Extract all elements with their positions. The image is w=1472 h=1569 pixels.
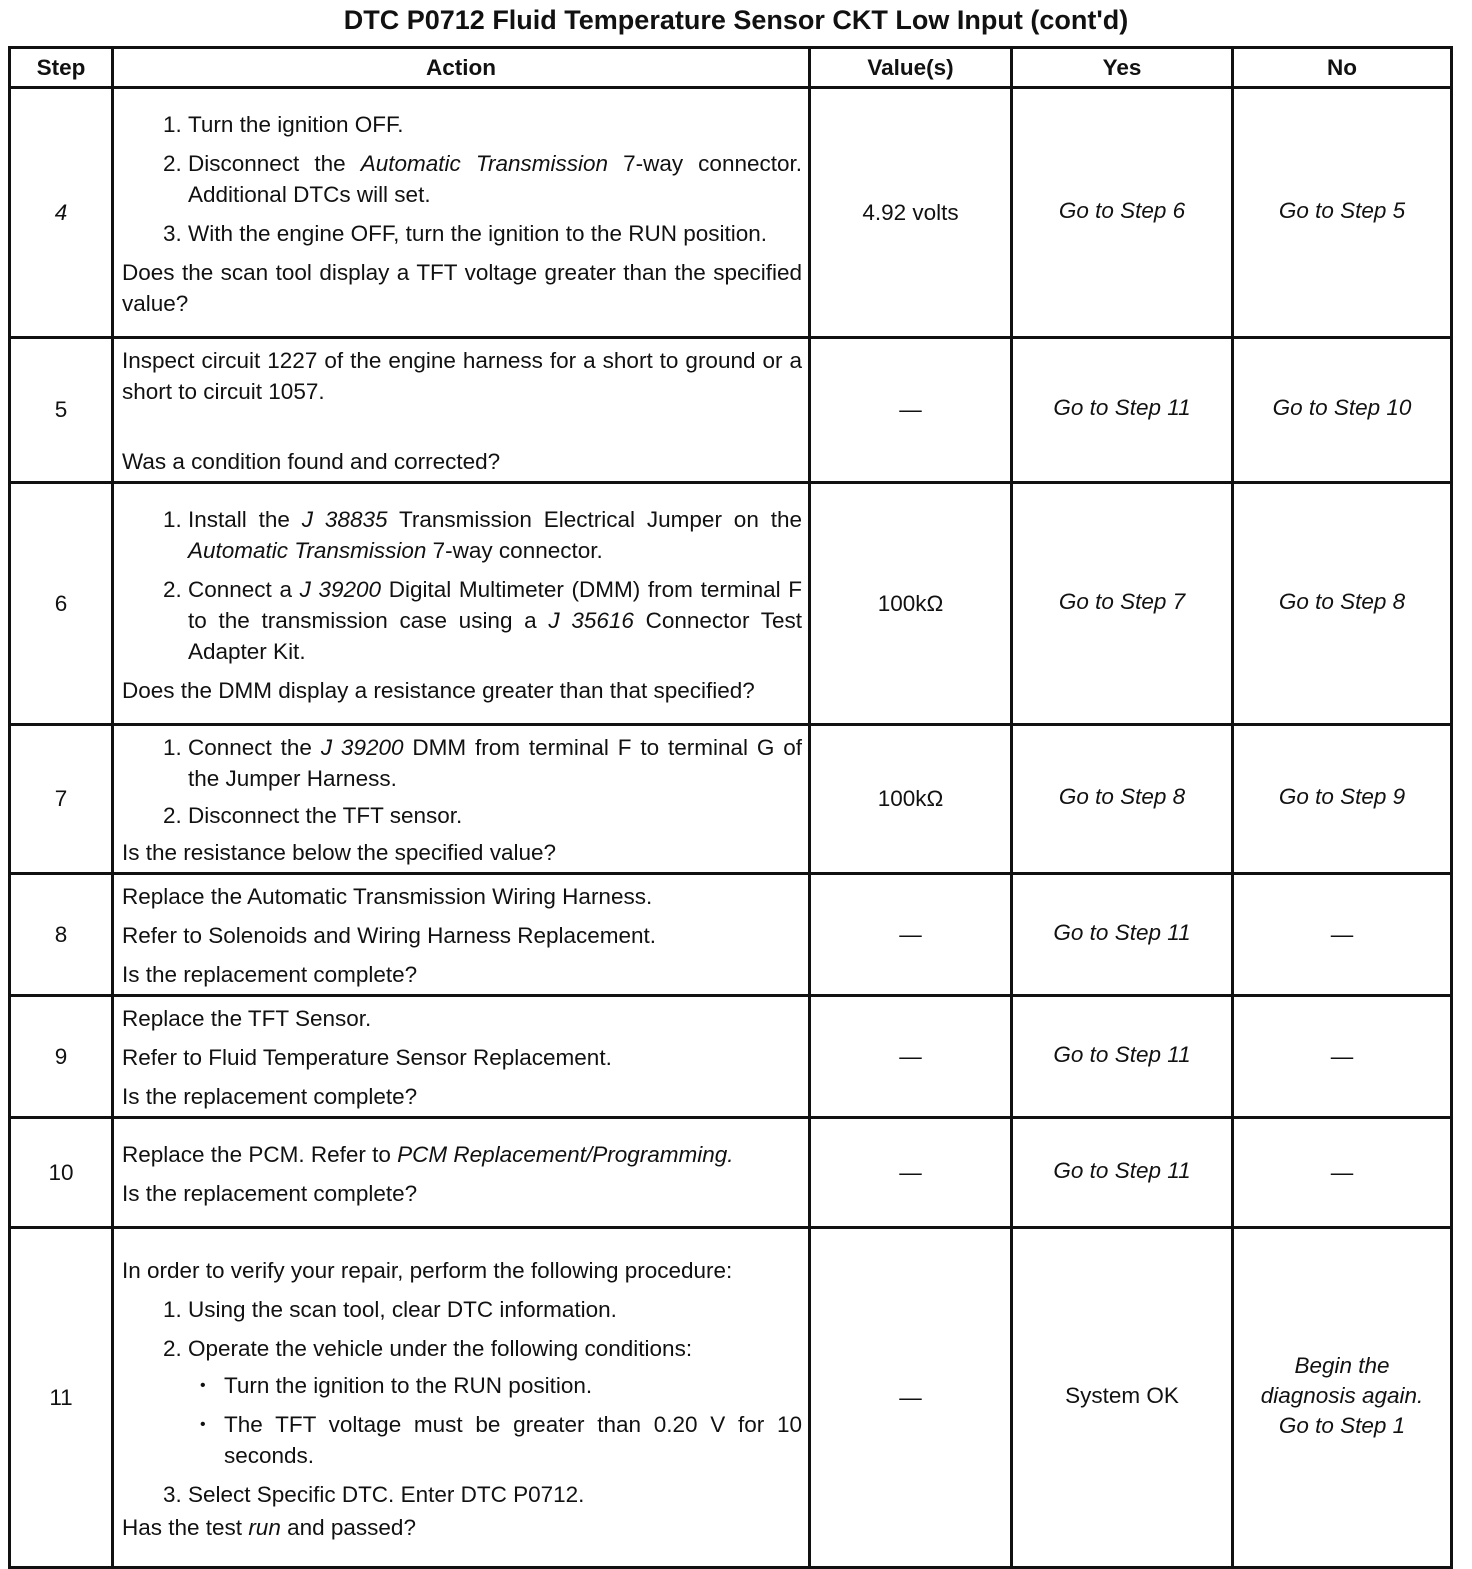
no-cell	[1233, 1228, 1452, 1568]
action-item: 1. Connect the J 39200 DMM from terminal F to terminal G of the Jumper Harness.	[188, 732, 802, 794]
action-item: 2. Operate the vehicle under the following conditions: • Turn the ignition to the RUN position. • The TFT voltage must be greater than 0.20 V for 10 seconds.	[188, 1333, 802, 1471]
action-question: Is the resistance below the specified value?	[122, 840, 557, 865]
yes-cell: Go to Step 7	[1012, 483, 1233, 725]
action-cell	[113, 725, 810, 874]
header-step: Step	[10, 48, 113, 88]
no-cell: Go to Step 5	[1233, 88, 1452, 338]
action-question: Is the replacement complete?	[122, 1180, 418, 1206]
yes-cell: Go to Step 11	[1012, 1118, 1233, 1228]
table-row-step-6	[10, 483, 1452, 725]
table-row-step-10	[10, 1118, 1452, 1228]
action-question: Does the scan tool display a TFT voltage greater than the specified value?	[122, 259, 802, 316]
step-number: 6	[10, 483, 113, 725]
action-cell	[113, 1228, 810, 1568]
value-cell: —	[810, 1228, 1012, 1568]
step-number: 5	[10, 338, 113, 483]
header-row	[10, 48, 1452, 88]
action-intro: In order to verify your repair, perform the following procedure:	[122, 1257, 733, 1283]
yes-cell: Go to Step 6	[1012, 88, 1233, 338]
table-row-step-9	[10, 996, 1452, 1118]
yes-cell: Go to Step 11	[1012, 874, 1233, 996]
no-line: Begin the	[1294, 1352, 1390, 1378]
table-row-step-8	[10, 874, 1452, 996]
action-question: Does the DMM display a resistance greater than that specified?	[122, 677, 755, 703]
yes-cell: Go to Step 11	[1012, 338, 1233, 483]
value-cell: —	[810, 874, 1012, 996]
action-item: 1. Using the scan tool, clear DTC information.	[188, 1294, 802, 1325]
table-row-step-5	[10, 338, 1452, 483]
action-question: Is the replacement complete?	[122, 962, 418, 987]
table-row-step-11	[10, 1228, 1452, 1568]
no-line: diagnosis again.	[1260, 1382, 1424, 1408]
step-number: 7	[10, 725, 113, 874]
header-action: Action	[113, 48, 810, 88]
action-line: Refer to Solenoids and Wiring Harness Replacement.	[122, 923, 657, 948]
header-no: No	[1233, 48, 1452, 88]
header-yes: Yes	[1012, 48, 1233, 88]
action-question: Has the test run and passed?	[122, 1514, 416, 1540]
step-number: 10	[10, 1118, 113, 1228]
action-line: Replace the TFT Sensor.	[122, 1006, 372, 1031]
action-question: Is the replacement complete?	[122, 1084, 418, 1109]
action-cell	[113, 88, 810, 338]
step-number: 8	[10, 874, 113, 996]
diagnostic-table	[8, 46, 1453, 1569]
value-cell: 100kΩ	[810, 725, 1012, 874]
no-cell: Go to Step 10	[1233, 338, 1452, 483]
value-cell: —	[810, 338, 1012, 483]
action-cell	[113, 1118, 810, 1228]
action-cell	[113, 338, 810, 483]
action-question: Was a condition found and corrected?	[122, 449, 501, 474]
yes-cell: Go to Step 8	[1012, 725, 1233, 874]
action-item: 1. Turn the ignition OFF.	[188, 109, 802, 140]
action-cell	[113, 483, 810, 725]
value-cell: 4.92 volts	[810, 88, 1012, 338]
yes-cell: Go to Step 11	[1012, 996, 1233, 1118]
action-line: Refer to Fluid Temperature Sensor Replacement.	[122, 1045, 612, 1070]
value-cell: —	[810, 996, 1012, 1118]
action-cell	[113, 874, 810, 996]
no-line: Go to Step 1	[1278, 1412, 1406, 1438]
header-values: Value(s)	[810, 48, 1012, 88]
action-item: 2. Disconnect the Automatic Transmission 7-way connector. Additional DTCs will set.	[188, 148, 802, 210]
no-cell: —	[1233, 1118, 1452, 1228]
no-cell: —	[1233, 874, 1452, 996]
action-item: 2. Connect a J 39200 Digital Multimeter (DMM) from terminal F to the transmission case using a J 35616 Connector Test Adapter Kit.	[188, 574, 802, 667]
action-line: Replace the PCM. Refer to PCM Replacement/Programming.	[122, 1141, 734, 1167]
action-item: 1. Install the J 38835 Transmission Electrical Jumper on the Automatic Transmission 7-way connector.	[188, 504, 802, 566]
page-title: DTC P0712 Fluid Temperature Sensor CKT Low Input (cont'd)	[343, 5, 1129, 35]
step-number: 9	[10, 996, 113, 1118]
no-cell: Go to Step 8	[1233, 483, 1452, 725]
no-cell: Go to Step 9	[1233, 725, 1452, 874]
step-number: 4	[10, 88, 113, 338]
action-item: 3. With the engine OFF, turn the ignition to the RUN position.	[188, 218, 802, 249]
action-text: Inspect circuit 1227 of the engine harness for a short to ground or a short to circuit 1057.	[122, 348, 802, 404]
action-item: 3. Select Specific DTC. Enter DTC P0712.	[188, 1479, 802, 1510]
yes-cell: System OK	[1012, 1228, 1233, 1568]
value-cell: —	[810, 1118, 1012, 1228]
action-bullet: • The TFT voltage must be greater than 0.20 V for 10 seconds.	[224, 1409, 802, 1471]
table-row-step-7	[10, 725, 1452, 874]
table-row-step-4	[10, 88, 1452, 338]
step-number: 11	[10, 1228, 113, 1568]
action-cell	[113, 996, 810, 1118]
action-bullet: • Turn the ignition to the RUN position.	[224, 1370, 802, 1401]
no-cell: —	[1233, 996, 1452, 1118]
value-cell: 100kΩ	[810, 483, 1012, 725]
action-item: 2. Disconnect the TFT sensor.	[188, 800, 802, 831]
action-line: Replace the Automatic Transmission Wiring Harness.	[122, 884, 653, 909]
